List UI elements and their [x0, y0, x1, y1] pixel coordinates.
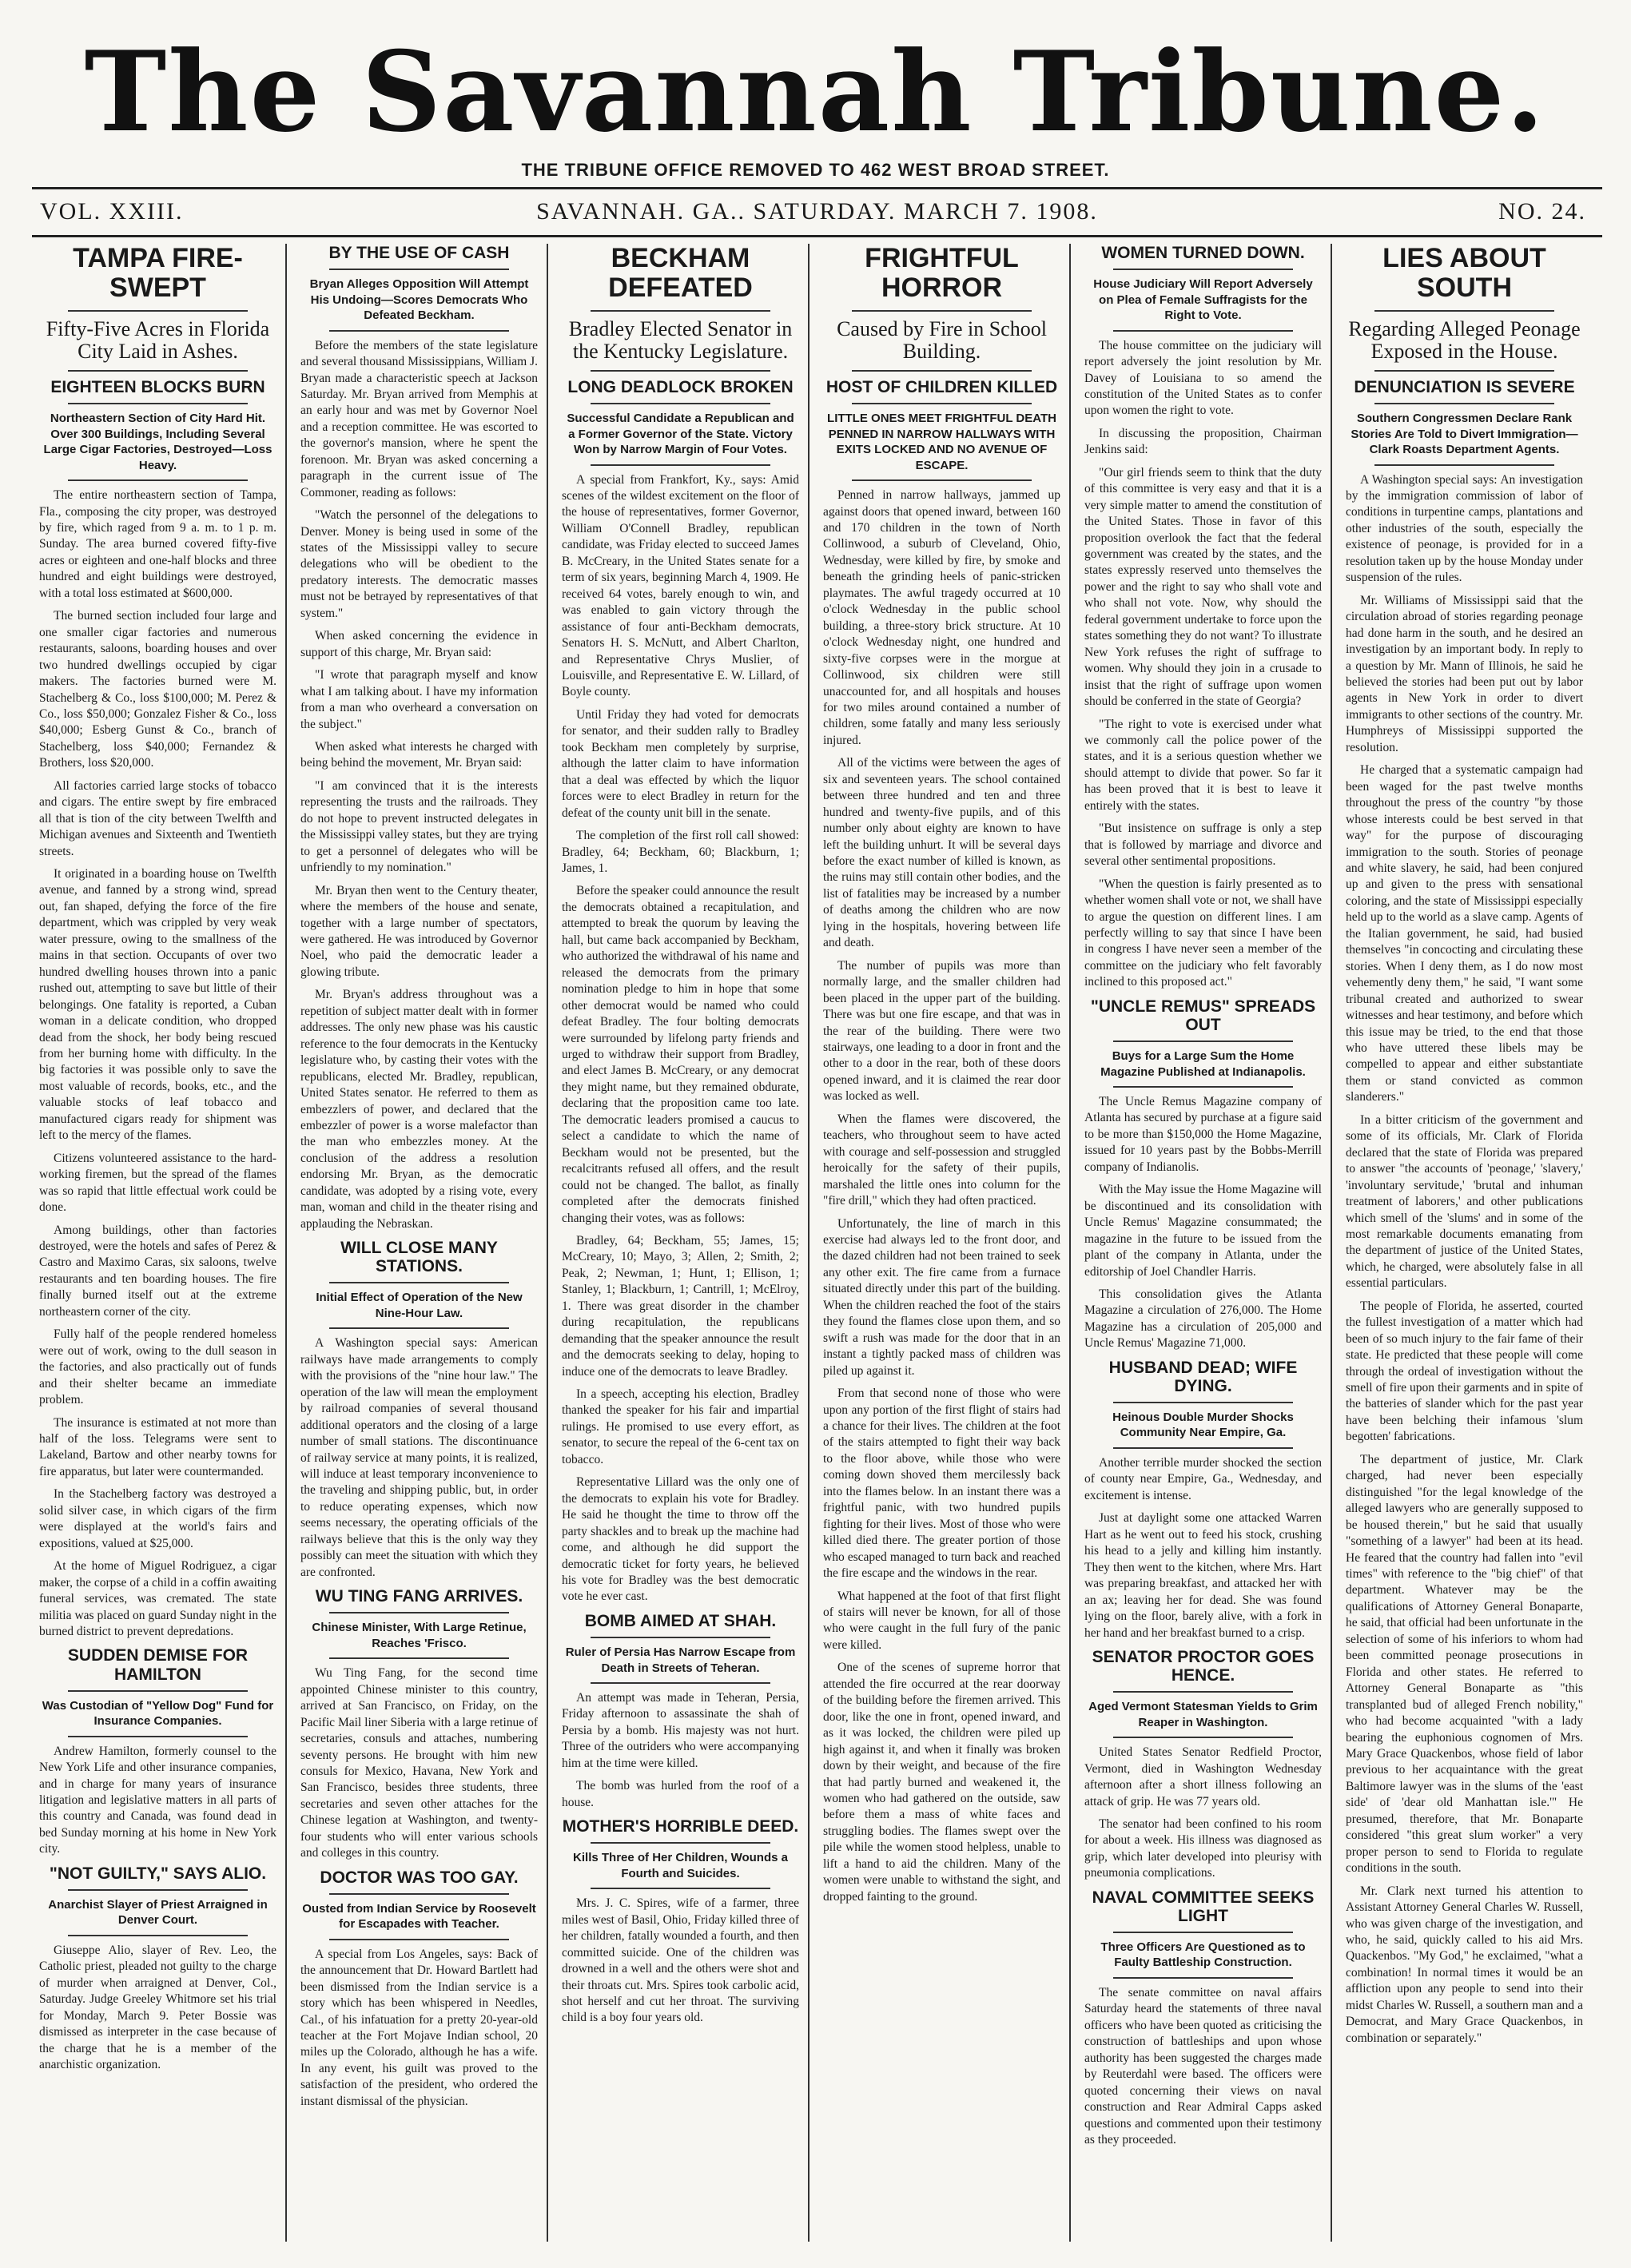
masthead-title: The Savannah Tribune.: [84, 26, 1546, 157]
article-paragraph: Before the members of the state legislature and several thousand Mississippians, William J. Bryan made a characteristic speech at Jackson Saturday. Mr. Bryan arrived from Memphis at an early hour and was met by Governor Noel and a reception committee. He was escorted to the governor's mansion, where he spent the forenoon. Mr. Bryan was asked concerning a paragraph in the current issue of The Commoner, reading as follows:: [300, 338, 538, 499]
article: [297, 244, 541, 1232]
article-headline: WU TING FANG ARRIVES.: [315, 1587, 523, 1606]
article-paragraph: From that second none of those who were upon any portion of the first flight of stairs had a chance for their lives. The children at the foot of the stairs attempted to fight their way back to the floor above, while those who were coming down shoved them mercilessly back into the flames below. In an instant there was a frightful panic, with two hundred pupils fighting for their lives. Most of those who were killed died there. The greater portion of those who escaped managed to turn back and reached the fire escape and the windows in the rear.: [823, 1387, 1060, 1581]
article-paragraph: A Washington special says: An investigation by the immigration commission of labor of conditions in turpentine camps, plantations and other industries of the south, especially the existence of peonage, is provided for in a resolution taken up by the house Monday under suspension of the rules.: [1346, 472, 1583, 585]
deck-rule: [1113, 269, 1293, 270]
article-paragraph: Mr. Williams of Mississippi said that the circulation abroad of stories regarding peonage had done harm in the south, and he desired an investigation by an important body. In reply to a question by Mr. Mann of Illinois, he said he believed the stories had been put out by labor agents in New York in order to divert immigrants to other sections of the country. Mr. Humphreys of Mississippi supported the resolution.: [1346, 593, 1583, 754]
deck-rule: [591, 1637, 770, 1638]
article-headline: TAMPA FIRE-SWEPT: [73, 244, 243, 304]
article-subhead: Bradley Elected Senator in the Kentucky Legislature.: [568, 316, 793, 364]
article: [36, 244, 280, 1640]
article-subhead: Fifty-Five Acres in Florida City Laid in Ashes.: [46, 316, 270, 364]
column-1: [36, 244, 280, 2250]
deck-rule: [852, 403, 1032, 404]
article-paragraph: Bradley, 64; Beckham, 55; James, 15; McCreary, 10; Mayo, 3; Allen, 2; Smith, 2; Peak, 2; Newman, 1; Hunt, 1; Ellison, 1; Stanley, 1; Blackburn, 1; Cantrill, 1; McElroy, 1. There was great disorder in the chamber during recapitulation, the republicans demanding that the speaker announce the result and the democrats seeking to delay, hoping to induce one of the democrats to leave Bradley.: [562, 1233, 799, 1379]
article-paragraph: The entire northeastern section of Tampa, Fla., composing the city proper, was destroyed by fire, which raged from 9 a. m. to 1 p. m. Sunday. The area burned covered fifty-five acres or eighteen and one-half blocks and three hundred and eight buildings were destroyed, with a total loss estimated at $600,000.: [39, 488, 276, 600]
article-headline: "UNCLE REMUS" SPREADS OUT: [1090, 997, 1316, 1034]
article-subhead-secondary: LONG DEADLOCK BROKEN: [567, 377, 794, 396]
article-headline: HUSBAND DEAD; WIFE DYING.: [1108, 1358, 1298, 1395]
article-deck: Was Custodian of "Yellow Dog" Fund for Insurance Companies.: [42, 1698, 274, 1729]
article-headline: "NOT GUILTY," SAYS ALIO.: [49, 1864, 267, 1883]
article-paragraph: Andrew Hamilton, formerly counsel to the New York Life and other insurance companies, and in charge for many years of insurance litigation and legislative matters in all parts of this country and Canada, was found dead in bed Sunday morning at his home in New York city.: [39, 1744, 276, 1856]
article: [297, 1868, 541, 2111]
deck-rule: [329, 269, 509, 270]
article-paragraph: A Washington special says: American railways have made arrangements to comply with the provisions of the "nine hour law." The operation of the law will mean the employment by railroad companies of several thousand additional operators and the closing of a large number of small stations. The discontinuance of railway service at many points, it is realized, will induce at least temporary inconvenience to the traveling and shipping public, but, in order to reduce operating expenses, which now seems necessary, the operating officials of the railways believe that this is the only way they possibly can meet the situation with which they are confronted.: [300, 1336, 538, 1579]
article-paragraph: Representative Lillard was the only one of the democrats to explain his vote for Bradley. He said he thought the time to throw off the party shackles and to break up the machine had come, and although he did support the democratic ticket for forty years, he believed his vote for Bradley was the best democratic vote he ever cast.: [562, 1475, 799, 1604]
article-paragraph: Mr. Bryan then went to the Century theater, where the members of the house and senate, together with a large number of spectators, were gathered. He was introduced by Governor Noel, who paid the democratic leader a glowing tribute.: [300, 883, 538, 979]
dateline-rule: [32, 235, 1602, 237]
article-subhead: Caused by Fire in School Building.: [837, 316, 1047, 364]
article: [820, 244, 1064, 1905]
article: [559, 1612, 802, 1811]
deck-rule: [1113, 1040, 1293, 1042]
volume-number: VOL. XXIII.: [40, 198, 184, 225]
article-paragraph: Wu Ting Fang, for the second time appointed Chinese minister to this country, arrived at San Francisco, on Friday, on the Pacific Mail liner Siberia with a large retinue of secretaries, consuls and attaches, numbering seventy persons. He brought with him new consuls for Mexico, Havana, New York and San Francisco, besides three students, three secretaries and seven other attaches for the Chinese legation at Washington, and twenty-four students who will enter various schools and colleges in this country.: [300, 1666, 538, 1860]
article-paragraph: "I wrote that paragraph myself and know what I am talking about. I have my information from a man who overheard a conversation on the subject.": [300, 668, 538, 731]
article-paragraph: "The right to vote is exercised under what we commonly call the police power of the states, and it is a serious question whether we should attempt to divide that power. So far it has been proved that it is best to leave it entirely with the states.: [1084, 717, 1322, 813]
deck-rule: [329, 1657, 509, 1659]
article-paragraph: When asked concerning the evidence in support of this charge, Mr. Bryan said:: [300, 629, 538, 659]
headline-rule: [1374, 370, 1554, 372]
article-paragraph: In discussing the proposition, Chairman Jenkins said:: [1084, 426, 1322, 457]
article-headline: BECKHAM DEFEATED: [608, 244, 753, 304]
column-4: [820, 244, 1064, 2250]
article: [297, 1239, 541, 1581]
column-6: [1343, 244, 1586, 2250]
article-paragraph: The bomb was hurled from the roof of a house.: [562, 1779, 799, 1809]
deck-rule: [1113, 1086, 1293, 1088]
article-headline: SUDDEN DEMISE FOR HAMILTON: [67, 1646, 249, 1684]
article-paragraph: The people of Florida, he asserted, courted the fullest investigation of a matter which had been of so much injury to the fair fame of their state. He predicted that these people will come through the ordeal of investigation without the smell of fire upon their garments and in spite of the batteries of slander which for the past year have been belching their infamous 'slum begotten' fabrications.: [1346, 1299, 1583, 1444]
deck-rule: [68, 1935, 248, 1936]
article-paragraph: Until Friday they had voted for democrats for senator, and their sudden rally to Bradley took Beckham men completely by surprise, although the latter claim to have information that a deal was effected by which the liquor forces were to elect Bradley in return for the defeat of the county unit bill in the senate.: [562, 707, 799, 820]
article-deck: Successful Candidate a Republican and a Former Governor of the State. Victory Won by Narrow Margin of Four Votes.: [567, 412, 794, 457]
article-deck: Three Officers Are Questioned as to Faulty Battleship Construction.: [1100, 1940, 1306, 1970]
article: [1081, 997, 1325, 1352]
article-paragraph: The completion of the first roll call showed: Bradley, 64; Beckham, 60; Blackburn, 1; James, 1.: [562, 829, 799, 875]
article-paragraph: When the flames were discovered, the teachers, who throughout seem to have acted with courage and self-possession and struggled heroically for the safety of their pupils, marshaled the little ones into column for the "fire drill," which they had often practiced.: [823, 1112, 1060, 1208]
deck-rule: [68, 479, 248, 481]
deck-rule: [68, 403, 248, 404]
deck-rule: [1113, 1932, 1293, 1933]
article-paragraph: What happened at the foot of that first flight of stairs will never be known, for all of those who were caught in the full fury of the panic were killed.: [823, 1589, 1060, 1652]
article-headline: MOTHER'S HORRIBLE DEED.: [562, 1817, 799, 1836]
article-paragraph: In a bitter criticism of the government and some of its officials, Mr. Clark of Florida declared that the state of Florida was prepared to answer "the accounts of 'peonage,' 'slavery,' 'involuntary servitude,' 'brutal and inhuman treatment of laborers,' and other publications which smell of the 'slums' and in some of the most remarkable documents emanating from the department of justice of the United States, which, he charged, were absolutely false in all essential particulars.: [1346, 1112, 1583, 1291]
column-separator: [547, 244, 548, 2242]
deck-rule: [1113, 1691, 1293, 1693]
deck-rule: [329, 1327, 509, 1329]
article: [1081, 1888, 1325, 2149]
article-paragraph: The senator had been confined to his room for about a week. His illness was diagnosed as grip, which later developed into pleurisy with pneumonia complications.: [1084, 1816, 1322, 1880]
headline-rule: [68, 310, 248, 312]
article-paragraph: With the May issue the Home Magazine will be discontinued and its consolidation with Uncle Remus' Magazine consummated; the magazine in the future to be issued from the plant of the company in Atlanta, under the editorship of Joel Chandler Harris.: [1084, 1183, 1322, 1279]
deck-rule: [1113, 1402, 1293, 1403]
article-headline: WILL CLOSE MANY STATIONS.: [340, 1239, 498, 1276]
article-paragraph: In a speech, accepting his election, Bradley thanked the speaker for his fair and impartial rulings. He promised to use every effort, as senator, to secure the repeal of the 6-cent tax on tobacco.: [562, 1387, 799, 1466]
deck-rule: [591, 464, 770, 466]
article-deck: Ruler of Persia Has Narrow Escape from Death in Streets of Teheran.: [565, 1645, 796, 1675]
article-paragraph: Giuseppe Alio, slayer of Rev. Leo, the Catholic priest, pleaded not guilty to the charge of murder when arraigned at Denver, Col., Saturday. Judge Greeley Whitmore set his trial for Monday, March 9. Peter Bossie was dismissed as interpreter in the case because of the charge that he is a member of the anarchistic organization.: [39, 1943, 276, 2072]
deck-rule: [1113, 1977, 1293, 1979]
deck-rule: [68, 1690, 248, 1692]
column-5: [1081, 244, 1325, 2250]
article: [559, 244, 802, 1606]
article-paragraph: Unfortunately, the line of march in this exercise had always led to the front door, and the dazed children had not been trained to seek any other exit. The fire came from a furnace situated directly under this part of the building. When the children reached the foot of the stairs they found the flames close upon them, and so swift a rush was made for the door that in an instant a tightly packed mass of children was piled up against it.: [823, 1216, 1060, 1378]
deck-rule: [591, 403, 770, 404]
article-deck: Southern Congressmen Declare Rank Stories Are Told to Divert Immigration—Clark Roasts Department Agents.: [1351, 412, 1578, 457]
headline-rule: [852, 370, 1032, 372]
article-paragraph: One of the scenes of supreme horror that attended the fire occurred at the rear doorway of the building before the firemen arrived. This door, like the one in front, opened inward, and as it was locked, the children were piled up high against it, and when it finally was broken down by their weight, and because of the fire that had partly burned and weakened it, the women who had gathered on the outside, saw before them a mass of white faces and struggling bodies. The flames swept over the pile while the women stood helpless, unable to lift a hand to aid the children. Many of the women were unable to withstand the sight, and dropped fainting to the ground.: [823, 1661, 1060, 1904]
article-subhead-secondary: EIGHTEEN BLOCKS BURN: [50, 377, 265, 396]
article-paragraph: Citizens volunteered assistance to the hard-working firemen, but the spread of the flames was so rapid that little effectual work could be done.: [39, 1151, 276, 1215]
article-paragraph: At the home of Miguel Rodriguez, a cigar maker, the corpse of a child in a coffin awaiting funeral services, was cremated. The state militia was placed on guard Sunday night in the burned district to prevent depredations.: [39, 1559, 276, 1638]
deck-rule: [329, 1612, 509, 1613]
article: [297, 1587, 541, 1862]
article-paragraph: It originated in a boarding house on Twelfth avenue, and fanned by a strong wind, spread out, fan shaped, defying the force of the fire department, which was crippled by very weak water pressure, owing to the smallness of the mains in that section. Occupants of over two hundred dwelling houses thrown into a panic rushed out, attempting to save but little of their belongings. One fatality is reported, a Cuban woman in a delicate condition, who dropped dead from the shock, her body being rescued from her burning home with difficulty. In the big factories it was possible only to save the most valuable of records, books, etc., and the valuable stocks of leaf tobacco and manufactured cigars ready for shipment was left to the mercy of the flames.: [39, 867, 276, 1143]
top-rule: [32, 187, 1602, 189]
article-headline: BY THE USE OF CASH: [328, 244, 510, 262]
article: [559, 1817, 802, 2027]
deck-rule: [591, 1682, 770, 1684]
headline-rule: [1374, 310, 1554, 312]
article: [1081, 244, 1325, 991]
article-paragraph: Mr. Bryan's address throughout was a repetition of subject matter dealt with in former addresses. The only new phase was his caustic reference to the four democrats in the Kentucky legislature who, by casting their votes with the republicans, elected Mr. Bradley, republican, United States senator. He referred to them as embezzlers of power, and declared that the embezzler of power is a worse malefactor than the man who embezzles money. At the conclusion of the address a resolution endorsing Mr. Bryan, as the democratic candidate, was adopted by a rising vote, every man, woman and child in the theater rising and applauding the Nebraskan.: [300, 988, 538, 1231]
column-3: [559, 244, 802, 2250]
article: [36, 1864, 280, 2074]
deck-rule: [591, 1888, 770, 1889]
headline-rule: [591, 310, 770, 312]
article-subhead-secondary: DENUNCIATION IS SEVERE: [1354, 377, 1575, 396]
deck-rule: [1374, 403, 1554, 404]
masthead-subtitle: THE TRIBUNE OFFICE REMOVED TO 462 WEST BROAD STREET.: [521, 160, 1110, 180]
article-headline: FRIGHTFUL HORROR: [865, 244, 1019, 304]
headline-rule: [591, 370, 770, 372]
article-paragraph: "I am convinced that it is the interests representing the trusts and the railroads. They do not hope to prevent instructed delegates in the Mississippi valley states, but they are trying to get a personnel of delegates who will be unfriendly to my nomination.": [300, 778, 538, 875]
article-deck: Chinese Minister, With Large Retinue, Reaches 'Frisco.: [312, 1621, 527, 1650]
headline-rule: [852, 310, 1032, 312]
article-paragraph: All of the victims were between the ages of six and seventeen years. The school contained between three hundred and ten and three hundred and twenty-five pupils, and of this number only about eighty are known to have left the building unhurt. It will be several days before the exact number of killed is known, as the ruins may still contain other bodies, and the list of fatalities may be increased by a number of deaths among the children who are now lying in the hospitals, hovering between life and death.: [823, 756, 1060, 950]
article-paragraph: Just at daylight some one attacked Warren Hart as he went out to feed his stock, crushing his head to a jelly and killing him instantly. They then went to the kitchen, where Mrs. Hart was preparing breakfast, and attacked her with an ax; leaving her for dead. She was found lying on the floor, barely alive, with a fork in her hand and her breakfast burned to a crisp.: [1084, 1511, 1322, 1640]
article: [36, 1646, 280, 1857]
article-paragraph: Before the speaker could announce the result the democrats obtained a recapitulation, and attempted to break the quorum by leaving the hall, but came back accompanied by Beckham, who authorized the withdrawal of his name and released the democrats from the primary nomination pledge to him in hope that some other democrat would be named who could defeat Bradley. The four bolting democrats were surrounded by lifelong party friends and urged to withdraw their support from Bradley, and elect James B. McCreary, or any democrat they might name, but they remained obdurate, declaring that the proposition came too late. The democratic leaders promised a caucus to select a candidate to which the name of Beckham would not be presented, but the recalcitrants refused all offers, and the result could not be changed. The ballot, as finally completed after the democrats finished changing their votes, was as follows:: [562, 884, 799, 1225]
article: [1081, 1359, 1325, 1641]
article-paragraph: The insurance is estimated at not more than half of the loss. Telegrams were sent to Lakeland, Bartow and other nearby towns for fire apparatus, but later were countermanded.: [39, 1415, 276, 1478]
article-paragraph: The senate committee on naval affairs Saturday heard the statements of three naval officers who have been quoted as criticising the construction of battleships and upon whose authority has been suggested the charges made by Reuterdahl were based. The officers were quoted concerning their views on naval construction and Rear Admiral Capps asked questions and commented upon their testimony as they proceeded.: [1084, 1985, 1322, 2147]
issue-number: NO. 24.: [1498, 198, 1586, 225]
dateline: [32, 193, 1602, 230]
article-headline: SENATOR PROCTOR GOES HENCE.: [1092, 1647, 1315, 1685]
article-paragraph: Penned in narrow hallways, jammed up against doors that opened inward, between 160 and 170 children in the town of North Collinwood, a suburb of Cleveland, Ohio, Wednesday, were killed by fire, by smoke and beneath the grinding heels of panic-stricken playmates. The awful tragedy occurred at 10 o'clock Wednesday in the public school building, a three-story brick structure. At 10 o'clock Wednesday night, one hundred and sixty-five corpses were in the morgue at Collinwood, six children were still unaccounted for, and all hospitals and houses for two miles around contained a number of children, some fatally and many less seriously injured.: [823, 488, 1060, 747]
article-paragraph: "Our girl friends seem to think that the duty of this committee is very easy and that it is a very simple matter to amend the constitution of the United States. Those in favor of this proposition overlook the fact that the federal government was created by the states, and the states expressly reserved unto themselves the power and the right to say who shall vote and who shall not vote. Now, why should the federal government undertake to force upon the states something they do not want? To illustrate New York refuses the right of suffrage to women. Why should they join in a crusade to insist that the right of suffrage upon women should be conferred in the state of Georgia?: [1084, 465, 1322, 709]
article: [1343, 244, 1586, 2047]
column-separator: [1331, 244, 1332, 2242]
article-headline: WOMEN TURNED DOWN.: [1101, 244, 1305, 262]
article-paragraph: Fully half of the people rendered homeless were out of work, owing to the dull season in the factories, and also practically out of funds and their shelter became an immediate problem.: [39, 1327, 276, 1407]
article-paragraph: The burned section included four large and one smaller cigar factories and numerous restaurants, saloons, boarding houses and over two hundred dwellings occupied by cigar makers. The factories burned were M. Stachelberg & Co., loss $100,000; M. Perez & Co., loss $50,000; Gonzalez Fisher & Co., loss $40,000; Esberg Gunst & Co., branch of Stachelberg, loss $40,000; Fernandez & Brothers, loss $20,000.: [39, 609, 276, 770]
article-paragraph: This consolidation gives the Atlanta Magazine a circulation of 276,000. The Home Magazine has a circulation of 205,000 and Uncle Remus' Magazine 71,000.: [1084, 1287, 1322, 1351]
article-paragraph: "Watch the personnel of the delegations to Denver. Money is being used in some of the states of the Mississippi valley to secure delegations who will be obedient to the predatory interests. The democratic masses must not be betrayed by representatives of that system.": [300, 508, 538, 620]
article-deck: LITTLE ONES MEET FRIGHTFUL DEATH PENNED IN NARROW HALLWAYS WITH EXITS LOCKED AND NO AVENUE OF ESCAPE.: [827, 412, 1056, 472]
article-paragraph: The number of pupils was more than normally large, and the smaller children had been placed in the upper part of the building. There was but one fire escape, and that was in the rear of the building. There were two stairways, one leading to a door in front and the other to a door in the rear, both of these doors opened inward, and it is claimed the rear door was locked as well.: [823, 958, 1060, 1104]
article-headline: LIES ABOUT SOUTH: [1382, 244, 1546, 304]
article-paragraph: United States Senator Redfield Proctor, Vermont, died in Washington Wednesday afternoon after a short illness following an attack of grip. He was 77 years old.: [1084, 1745, 1322, 1808]
column-separator: [1069, 244, 1071, 2242]
article: [1081, 1648, 1325, 1882]
article-paragraph: The house committee on the judiciary will report adversely the joint resolution by Mr. Davey of Louisiana to so amend the constitution of the United States as to confer upon women the right to vote.: [1084, 338, 1322, 418]
article-paragraph: Mrs. J. C. Spires, wife of a farmer, three miles west of Basil, Ohio, Friday killed three of her children, fatally wounded a fourth, and then committed suicide. One of the children was drowned in a well and the others were shot and their throats cut. Mrs. Spires took carbolic acid, shot herself and cut her throat. The surviving child is a boy four years old.: [562, 1896, 799, 2025]
article-deck: Ousted from Indian Service by Roosevelt for Escapades with Teacher.: [302, 1901, 536, 1932]
column-separator: [808, 244, 810, 2242]
article-paragraph: Among buildings, other than factories destroyed, were the hotels and safes of Perez & Castro and Maximo Caras, six saloons, twelve restaurants and ten boarding houses. The fire finally burned itself out at the extreme northeastern corner of the city.: [39, 1223, 276, 1319]
article-deck: Anarchist Slayer of Priest Arraigned in Denver Court.: [48, 1897, 268, 1928]
article-deck: Heinous Double Murder Shocks Community Near Empire, Ga.: [1112, 1410, 1294, 1440]
deck-rule: [68, 1889, 248, 1891]
article-headline: BOMB AIMED AT SHAH.: [584, 1611, 777, 1630]
deck-rule: [591, 1842, 770, 1844]
deck-rule: [329, 330, 509, 332]
deck-rule: [329, 1939, 509, 1940]
article-paragraph: When asked what interests he charged with being behind the movement, Mr. Bryan said:: [300, 740, 538, 770]
article-paragraph: A special from Frankfort, Ky., says: Amid scenes of the wildest excitement on the floor of the house of representatives, former Governor, William O'Connell Bradley, republican candidate, was Friday elected to succeed James B. McCreary, in the United States senate for a term of six years, beginning March 4, 1909. He received 64 votes, barely enough to win, and was enabled to gain victory through the assistance of four anti-Beckham democrats, Senators H. S. McNutt, and Albert Charlton, and Representative Chrys Muslier, of Louisville, and Representative E. W. Lillard, of Boyle county.: [562, 472, 799, 699]
article-paragraph: Mr. Clark next turned his attention to Assistant Attorney General Charles W. Russell, who was given charge of the investigation, and who, he said, quickly called to his aid Mrs. Quackenbos. "My God," he exclaimed, "what a combination! In normal times it would be an affliction upon any people to send into their midst Charles W. Russell, a southern man and a Democrat, and Mary Grace Quackenbos, in combination or separately.": [1346, 1884, 1583, 2045]
article-deck: Aged Vermont Statesman Yields to Grim Reaper in Washington.: [1088, 1700, 1318, 1729]
article-paragraph: In the Stachelberg factory was destroyed a solid silver case, in which cigars of the firm were displayed at the world's fairs and expositions, valued at $25,000.: [39, 1487, 276, 1550]
deck-rule: [852, 479, 1032, 481]
deck-rule: [329, 1893, 509, 1895]
column-separator: [285, 244, 287, 2242]
article-deck: Kills Three of Her Children, Wounds a Fourth and Suicides.: [573, 1851, 788, 1880]
article-subhead-secondary: HOST OF CHILDREN KILLED: [825, 377, 1058, 396]
headline-rule: [68, 370, 248, 372]
deck-rule: [329, 1282, 509, 1283]
article-subhead: Regarding Alleged Peonage Exposed in the House.: [1348, 316, 1581, 364]
deck-rule: [1374, 464, 1554, 466]
article-paragraph: "But insistence on suffrage is only a step that is followed by marriage and divorce and several other sentimental propositions.: [1084, 822, 1322, 869]
article-deck: Initial Effect of Operation of the New Nine-Hour Law.: [316, 1291, 523, 1320]
article-paragraph: "When the question is fairly presented as to whether women shall vote or not, we shall have to argue the question on different lines. I am perfectly willing to say that since I have been in congress I have never seen a member of the committee on the judiciary who felt favorably inclined to this proposed act.": [1084, 877, 1322, 989]
article-paragraph: The Uncle Remus Magazine company of Atlanta has secured by purchase at a figure said to be more than $150,000 the Home Magazine, issued for 10 years past by the Bobbs-Merrill company of Indianolis.: [1084, 1095, 1322, 1174]
article-headline: DOCTOR WAS TOO GAY.: [320, 1868, 519, 1887]
article-deck: Buys for a Large Sum the Home Magazine Published at Indianapolis.: [1100, 1049, 1306, 1079]
article-deck: Bryan Alleges Opposition Will Attempt His Undoing—Scores Democrats Who Defeated Beckham.: [309, 277, 529, 323]
deck-rule: [1113, 1447, 1293, 1449]
article-paragraph: The department of justice, Mr. Clark charged, had never been especially distinguished "for the legal knowledge of the alleged lawyers who are generally supposed to be housed therein," but he said that usually "something of a lawyer" had been at its head. He feared that the country had fallen into "evil times" with reference to the "big chief" of that department. Whatever may be the qualifications of Attorney General Bonaparte, he said, that official had been unfortunate in the selection of some of his inferiors to whom had been committed peonage prosecutions in Florida and other states. He referred to Attorney General Bonaparte as "this transplanted bud of alleged French nobility," who had become acquainted "with a lady bearing the euphonious cognomen of Mrs. Mary Grace Quackenbos, whose field of labor previous to her acquaintance with the great Baltimore lawyer was in the slums of the 'east side' of 'dear old Manhattan isle.'" He presumed, therefore, that Mr. Bonaparte considered "this great slum worker" a very proper person to send to Florida to regulate conditions in the south.: [1346, 1452, 1583, 1876]
article-deck: House Judiciary Will Report Adversely on Plea of Female Suffragists for the Right to Vote.: [1093, 277, 1313, 323]
article-paragraph: A special from Los Angeles, says: Back of the announcement that Dr. Howard Bartlett had been dismissed from the Indian service is a story which has been whispered in Needles, Cal., of his infatuation for a pretty 20-year-old teacher at the Fort Mojave Indian school, 20 miles up the Colorado, although he has a wife. In any event, his guilt was proved to the satisfaction of the president, who ordered the instant dismissal of the physician.: [300, 1947, 538, 2108]
article-deck: Northeastern Section of City Hard Hit. Over 300 Buildings, Including Several Large Cigar Factories, Destroyed—Loss Heavy.: [43, 412, 272, 472]
article-paragraph: Another terrible murder shocked the section of county near Empire, Ga., Wednesday, and excitement is intense.: [1084, 1455, 1322, 1502]
deck-rule: [1113, 330, 1293, 332]
issue-date: SAVANNAH. GA.. SATURDAY. MARCH 7. 1908.: [536, 198, 1098, 225]
column-2: [297, 244, 541, 2250]
article-paragraph: An attempt was made in Teheran, Persia, Friday afternoon to assassinate the shah of Persia by a bomb. His majesty was not hurt. Three of the outriders who were accompanying him at the time were killed.: [562, 1691, 799, 1770]
deck-rule: [68, 1736, 248, 1737]
article-paragraph: All factories carried large stocks of tobacco and cigars. The entire swept by fire embraced all that is tion of the city between Twelfth and Michigan avenues and Sixteenth and Twentieth streets.: [39, 778, 276, 858]
deck-rule: [1113, 1737, 1293, 1738]
article-paragraph: He charged that a systematic campaign had been waged for the past twelve months throughout the press of the country "by those whose interests could be best served in that way" for the purpose of discouraging immigration to the south. Stories of peonage and white slavery, he said, had been conjured up and given to the press with sensational coloring, and the state of Mississippi especially held up to the world as a slave camp. Agents of the Italian government, he said, had busied themselves "in concocting and circulating these stories. When I deny them, as I do now most vehemently deny them," he said, "I want some tribunal created and authorized to swear witnesses and hear testimony, and before which this issue may be tried, to the end that those who have uttered these libels may be compelled to appear and either substantiate them or stand convicted as common slanderers.": [1346, 763, 1583, 1104]
article-headline: NAVAL COMMITTEE SEEKS LIGHT: [1092, 1888, 1315, 1925]
